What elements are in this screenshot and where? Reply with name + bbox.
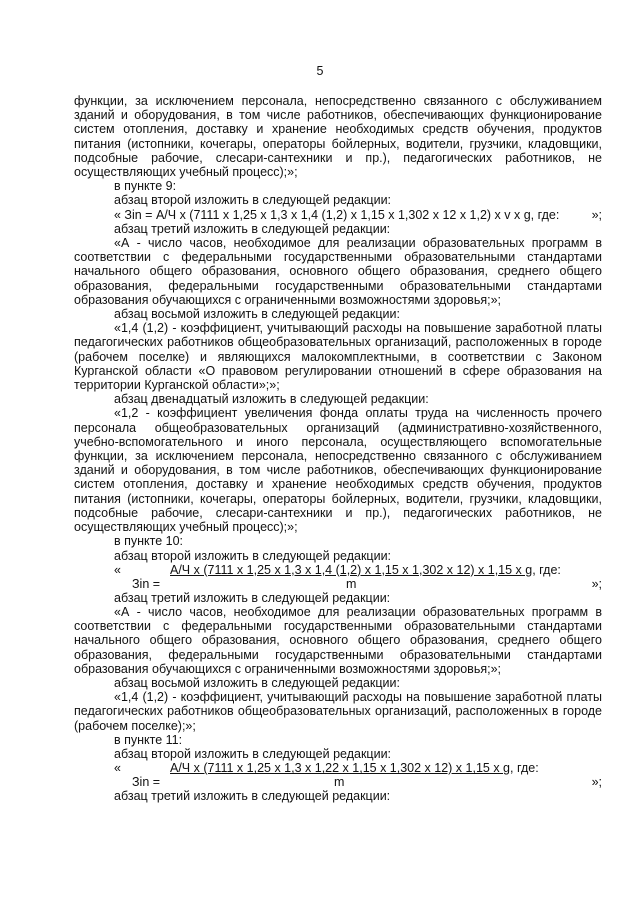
formula-fraction xyxy=(74,761,602,789)
formula-text: « Зin = А/Ч х (7111 х 1,25 х 1,3 х 1,4 (1,2) х 1,15 х 1,302 х 12 х 1,2) х v х g, где: xyxy=(114,207,560,222)
formula-denominator: m xyxy=(334,775,345,790)
formula-fraction xyxy=(74,563,602,591)
formula-open-quote: « xyxy=(114,562,121,577)
paragraph: абзац двенадцатый изложить в следующей редакции: xyxy=(114,392,429,407)
document-body xyxy=(74,94,602,803)
formula-close: »; xyxy=(591,775,602,790)
paragraph: «1,2 - коэффициент увеличения фонда оплаты труда на численность прочего персонала общеобразовательных организаций (административно-хозяйственного, учебно-вспомогательного и иного персонала, осуществляющего вспомогательные функции, за исключением персонала, непосредственно связанного с обслуживанием зданий и оборудования, в том числе работников, обеспечивающих функционирование систем отопления, доставку и хранение необходимых средств обучения, продуктов питания (истопники, кочегары, операторы бойлерных, водители, грузчики, кладовщики, подсобные рабочие, слесари-сантехники и пр.), педагогических работников, не осуществляющих учебный процесс);»; xyxy=(74,406,602,535)
paragraph: «А - число часов, необходимое для реализации образовательных программ в соответствии с федеральными государственными образовательными стандартами начального общего образования, основного общего образования, среднего общего образования, федеральными государственными образовательными стандартами образования обучающихся с ограниченными возможностями здоровья;»; xyxy=(74,604,602,676)
formula-close: »; xyxy=(591,207,602,222)
paragraph: «А - число часов, необходимое для реализации образовательных программ в соответствии с федеральными государственными образовательными стандартами начального общего образования, основного общего образования, среднего общего образования, федеральными государственными образовательными стандартами образования обучающихся с ограниченными возможностями здоровья;»; xyxy=(74,236,602,307)
formula-denominator: m xyxy=(346,576,357,591)
formula-line xyxy=(74,208,602,222)
formula-open-quote: « xyxy=(114,761,121,776)
formula-lhs: Зin = xyxy=(132,576,161,591)
paragraph: в пункте 11: xyxy=(114,732,183,747)
numerator-text: А/Ч х (7111 х 1,25 х 1,3 х 1,22 х 1,15 х 1,302 х 12) х 1,15 х g xyxy=(170,761,511,776)
formula-numerator xyxy=(170,563,561,577)
paragraph: в пункте 10: xyxy=(114,534,184,549)
paragraph: абзац восьмой изложить в следующей редакции: xyxy=(114,675,400,690)
paragraph: абзац третий изложить в следующей редакции: xyxy=(114,221,391,236)
paragraph: «1,4 (1,2) - коэффициент, учитывающий расходы на повышение заработной платы педагогических работников общеобразовательных организаций, расположенных в городе (рабочем поселке);»; xyxy=(74,690,602,733)
paragraph: функции, за исключением персонала, непосредственно связанного с обслуживанием зданий и оборудования, в том числе работников, обеспечивающих функционирование систем отопления, доставку и хранение необходимых средств обучения, продуктов питания (истопники, кочегары, операторы бойлерных, водители, грузчики, кладовщики, подсобные рабочие, слесари-сантехники и пр.), педагогических работников, не осуществляющих учебный процесс);»; xyxy=(74,94,602,180)
paragraph: абзац второй изложить в следующей редакции: xyxy=(114,548,392,563)
paragraph: абзац третий изложить в следующей редакции: xyxy=(114,789,391,804)
page-number: 5 xyxy=(316,64,324,78)
formula-numerator xyxy=(170,761,539,775)
formula-lhs: Зin = xyxy=(132,775,161,790)
formula-where: , где: xyxy=(532,562,561,577)
formula-where: , где: xyxy=(510,761,539,776)
paragraph: абзац восьмой изложить в следующей редакции: xyxy=(114,307,400,322)
paragraph: абзац второй изложить в следующей редакции: xyxy=(114,193,392,208)
paragraph: «1,4 (1,2) - коэффициент, учитывающий расходы на повышение заработной платы педагогических работников общеобразовательных организаций, расположенных в городе (рабочем поселке) и являющихся малокомплектными, в соответствии с Законом Курганской области «О правовом регулировании отношений в сфере образования на территории Курганской области»;»; xyxy=(74,321,602,393)
paragraph: абзац третий изложить в следующей редакции: xyxy=(114,590,391,605)
numerator-text: А/Ч х (7111 х 1,25 х 1,3 х 1,4 (1,2) х 1,15 х 1,302 х 12) х 1,15 х g xyxy=(170,562,533,577)
formula-close: »; xyxy=(591,576,602,591)
paragraph: в пункте 9: xyxy=(114,179,177,194)
paragraph: абзац второй изложить в следующей редакции: xyxy=(114,746,392,761)
